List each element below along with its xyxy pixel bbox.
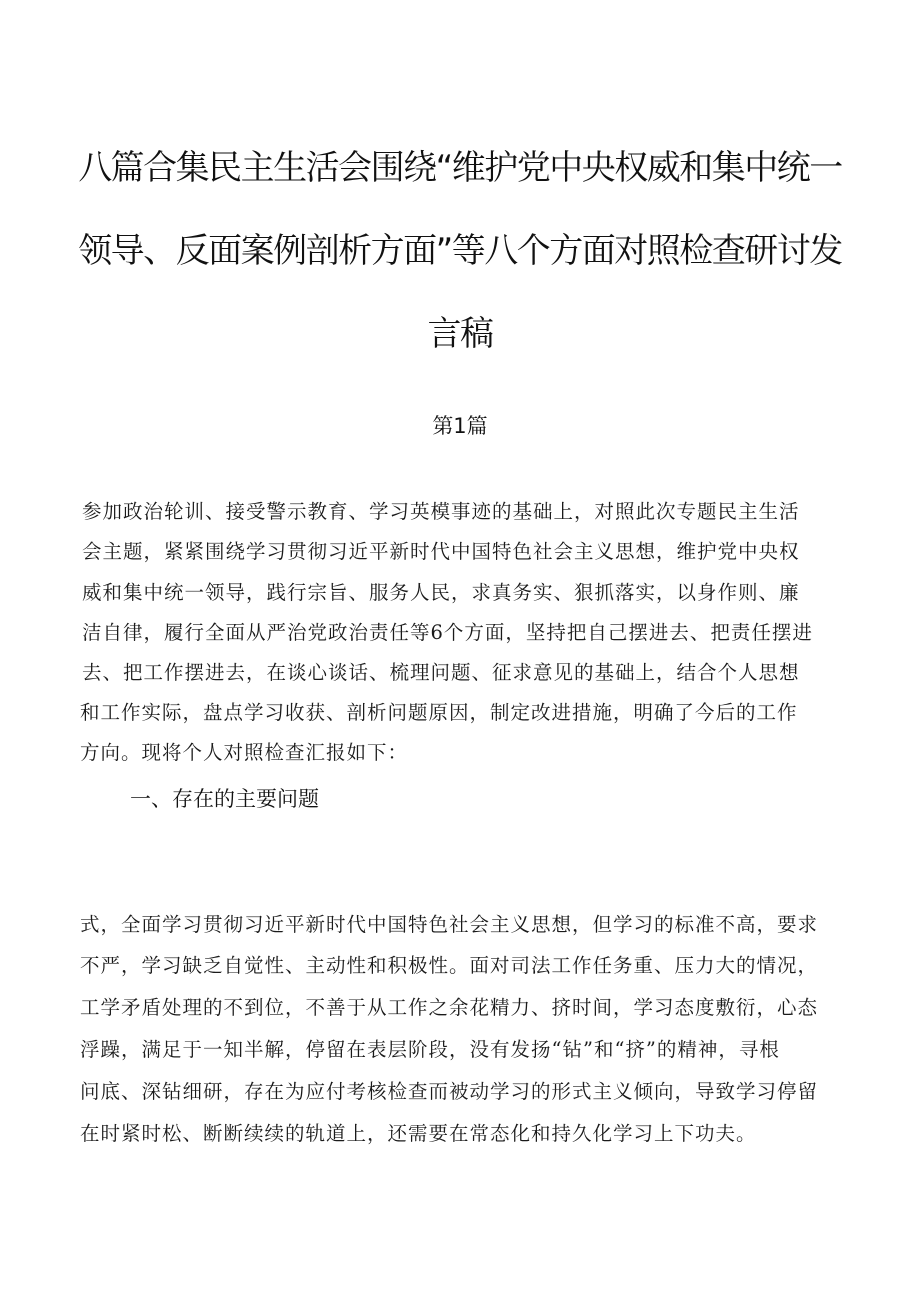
point1-line-5: 浮躁，满足于一知半解，停留在表层阶段，没有发扬“钻”和“挤”的精神，寻根 <box>80 1038 780 1061</box>
document-title-line-2: 领导、反面案例剖析方面”等八个方面对照检查研讨发 <box>78 231 842 271</box>
point1-line-6: 问底、深钻细研，存在为应付考核检查而被动学习的形式主义倾向，导致学习停留 <box>80 1080 819 1103</box>
section-heading-1: 一、存在的主要问题 <box>130 787 319 811</box>
section-label: 第1篇 <box>432 414 488 438</box>
intro-line-7: 和工作实际，盘点学习收获、剖析问题原因，制定改进措施，明确了今后的工作 <box>80 701 798 724</box>
intro-line-6: 去、把工作摆进去，在谈心谈话、梳理问题、征求意见的基础上，结合个人思想 <box>82 661 800 684</box>
intro-line-3: 会主题，紧紧围绕学习贯彻习近平新时代中国特色社会主义思想，维护党中央权 <box>82 540 800 563</box>
intro-line-8: 方向。现将个人对照检查汇报如下： <box>80 741 409 764</box>
intro-line-4: 威和集中统一领导，践行宗旨、服务人民，求真务实、狠抓落实，以身作则、廉 <box>82 581 800 604</box>
point1-line-4: 工学矛盾处理的不到位，不善于从工作之余花精力、挤时间，学习态度敷衍，心态 <box>80 996 819 1019</box>
intro-line-2: 参加政治轮训、接受警示教育、学习英模事迹的基础上，对照此次专题民主生活 <box>82 500 800 523</box>
document-title-line-1: 八篇合集民主生活会围绕“维护党中央权威和集中统一 <box>78 148 842 188</box>
point1-line-7: 在时紧时松、断断续续的轨道上，还需要在常态化和持久化学习上下功夫。 <box>80 1122 757 1145</box>
point1-line-3: 不严，学习缺乏自觉性、主动性和积极性。面对司法工作任务重、压力大的情况， <box>80 954 819 977</box>
intro-line-5: 洁自律，履行全面从严治党政治责任等6个方面，坚持把自己摆进去、把责任摆进 <box>82 621 813 644</box>
point1-line-2: 式，全面学习贯彻习近平新时代中国特色社会主义思想，但学习的标准不高，要求 <box>80 913 819 936</box>
document-title-line-3: 言稿 <box>427 314 493 354</box>
